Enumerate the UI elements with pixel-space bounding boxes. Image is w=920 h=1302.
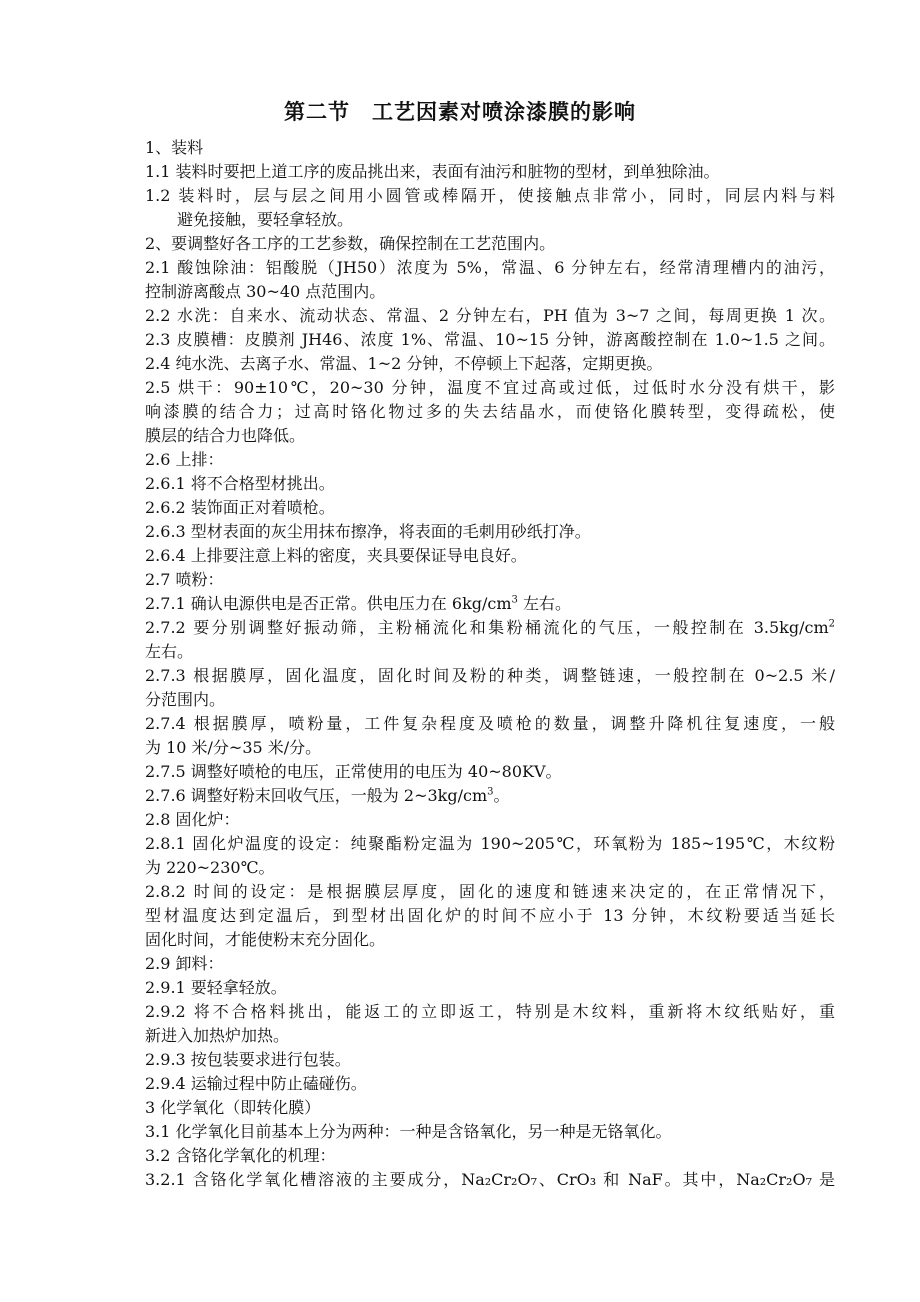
text-line: 2.3 皮膜槽：皮膜剂 JH46、浓度 1%、常温、10~15 分钟，游离酸控制在 1.0~1.5 之间。 [145, 330, 835, 349]
text-line: 型材温度达到定温后，到型材出固化炉的时间不应小于 13 分钟，木纹粉要适当延长 [145, 906, 835, 925]
text-line: 2.7.4 根据膜厚，喷粉量，工件复杂程度及喷枪的数量，调整升降机往复速度，一般 [145, 714, 835, 733]
text-line: 为 220~230℃。 [145, 858, 275, 877]
text-line: 2.7 喷粉： [145, 570, 224, 589]
text-line: 固化时间，才能使粉末充分固化。 [145, 930, 386, 949]
text-line: 2.6.2 装饰面正对着喷枪。 [145, 498, 335, 517]
text-line: 2.7.3 根据膜厚，固化温度，固化时间及粉的种类，调整链速，一般控制在 0~2.5 米/ [145, 666, 835, 685]
text-line: 膜层的结合力也降低。 [145, 426, 306, 445]
text-line: 2.7.5 调整好喷枪的电压，正常使用的电压为 40~80KV。 [145, 762, 562, 781]
text-line: 2.6 上排： [145, 450, 224, 469]
text-line: 响漆膜的结合力；过高时铬化物过多的失去结晶水，而使铬化膜转型，变得疏松，使 [145, 402, 835, 421]
text-line: 3.2 含铬化学氧化的机理： [145, 1146, 336, 1165]
text-line: 2.8 固化炉： [145, 810, 240, 829]
text-line: 2.9 卸料： [145, 954, 224, 973]
text-line: 2.4 纯水洗、去离子水、常温、1~2 分钟，不停顿上下起落，定期更换。 [145, 354, 663, 373]
text-line: 控制游离酸点 30~40 点范围内。 [145, 282, 386, 301]
text-line: 2.6.3 型材表面的灰尘用抹布擦净，将表面的毛刺用砂纸打净。 [145, 522, 591, 541]
text-line: 为 10 米/分~35 米/分。 [145, 738, 322, 757]
title-section-number: 第二节 [284, 100, 350, 124]
text-line: 2.8.1 固化炉温度的设定：纯聚酯粉定温为 190~205℃，环氧粉为 185~195℃，木纹粉 [145, 834, 835, 853]
text-line: 2.9.2 将不合格料挑出，能返工的立即返工，特别是木纹料，重新将木纹纸贴好，重 [145, 1002, 835, 1021]
text-line: 分范围内。 [145, 690, 226, 709]
text-line: 2、要调整好各工序的工艺参数，确保控制在工艺范围内。 [145, 234, 556, 253]
text-line: 新进入加热炉加热。 [145, 1026, 290, 1045]
text-line: 3.2.1 含铬化学氧化槽溶液的主要成分，Na₂Cr₂O₇、CrO₃ 和 NaF。其中，Na₂Cr₂O₇ 是 [145, 1170, 835, 1189]
text-line: 避免接触，要轻拿轻放。 [177, 210, 354, 229]
text-line: 3.1 化学氧化目前基本上分为两种：一种是含铬氧化，另一种是无铬氧化。 [145, 1122, 672, 1141]
body-text [145, 136, 835, 1192]
section-title [0, 96, 920, 126]
text-line: 2.7.6 调整好粉末回收气压，一般为 $2\sim 3kg/cm^3$。 [145, 786, 510, 805]
text-line: 2.8.2 时间的设定：是根据膜层厚度，固化的速度和链速来决定的，在正常情况下， [145, 882, 835, 901]
title-text: 工艺因素对喷涂漆膜的影响 [372, 100, 636, 124]
text-line: 2.9.1 要轻拿轻放。 [145, 978, 287, 997]
text-line: 1.1 装料时要把上道工序的废品挑出来，表面有油污和脏物的型材，到单独除油。 [145, 162, 720, 181]
text-line: 2.1 酸蚀除油：铝酸脱（JH50）浓度为 5%，常温、6 分钟左右，经常清理槽内的油污， [145, 258, 835, 277]
text-line: 2.6.1 将不合格型材挑出。 [145, 474, 335, 493]
text-line: 1、装料 [145, 138, 204, 157]
text-line: 2.6.4 上排要注意上料的密度，夹具要保证导电良好。 [145, 546, 527, 565]
text-line: 2.5 烘干：90±10℃，20~30 分钟，温度不宜过高或过低，过低时水分没有烘干，影 [145, 378, 835, 397]
text-line: 2.9.3 按包装要求进行包装。 [145, 1050, 351, 1069]
text-line: 3 化学氧化（即转化膜） [145, 1098, 321, 1117]
text-line: 左右。 [145, 642, 194, 661]
text-line: 1.2 装料时，层与层之间用小圆管或棒隔开，使接触点非常小，同时，同层内料与料 [145, 186, 835, 205]
text-line: 2.9.4 运输过程中防止磕碰伤。 [145, 1074, 367, 1093]
text-line: 2.7.2 要分别调整好振动筛，主粉桶流化和集粉桶流化的气压，一般控制在 $3.5kg/cm^2$ [145, 618, 835, 637]
text-line: 2.2 水洗：自来水、流动状态、常温、2 分钟左右，PH 值为 3~7 之间，每周更换 1 次。 [145, 306, 835, 325]
text-line: 2.7.1 确认电源供电是否正常。供电压力在 $6kg/cm^3$ 左右。 [145, 594, 571, 613]
